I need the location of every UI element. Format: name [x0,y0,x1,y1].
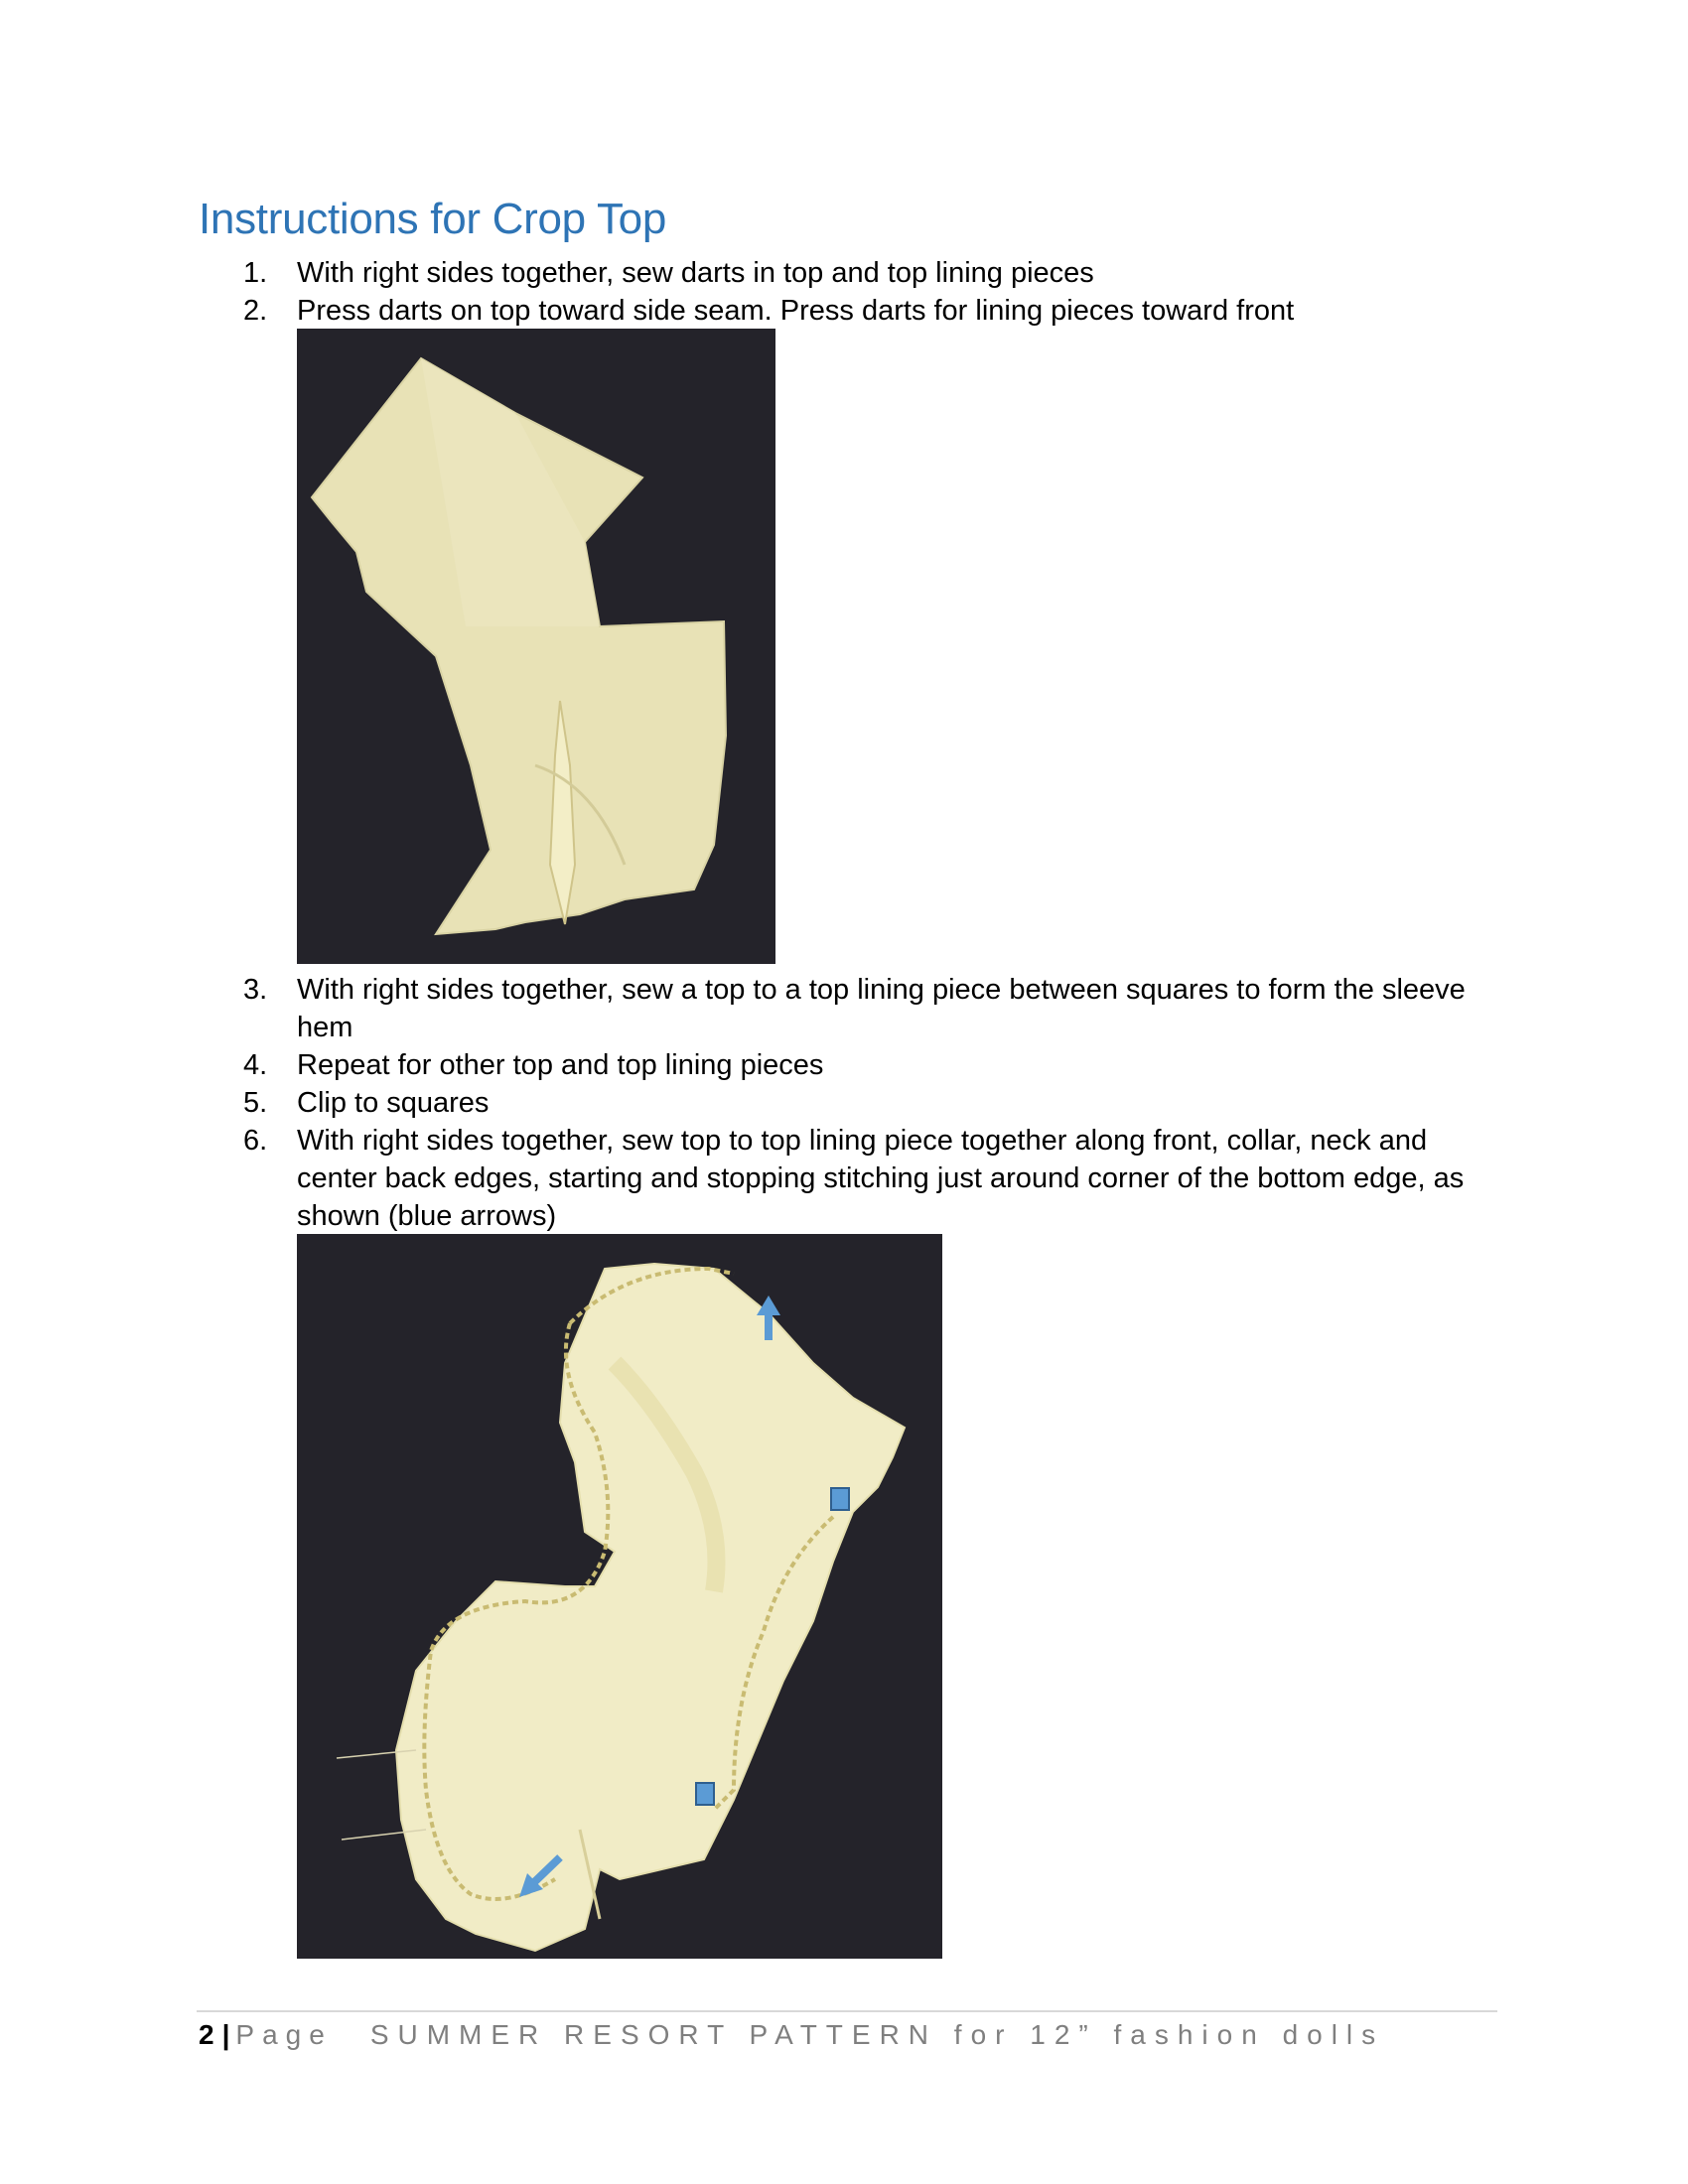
list-item-text: Repeat for other top and top lining pieces [297,1049,824,1081]
dart-photo [297,329,775,964]
section-heading: Instructions for Crop Top [199,195,667,243]
square-marker-icon [831,1488,849,1510]
list-item-text: With right sides together, sew darts in top and top lining pieces [297,257,1094,289]
list-item-number: 1. [243,257,268,289]
square-marker-icon [696,1783,714,1805]
footer-separator: | [221,2019,230,2050]
footer-divider [197,2010,1497,2012]
list-item-text: With right sides together, sew a top to a top lining piece between squares to form the sleeve hem [297,974,1466,1043]
list-item-text: Clip to squares [297,1087,490,1119]
page-footer [199,2019,1384,2051]
footer-title: SUMMER RESORT PATTERN for 12” fashion dolls [369,2019,1385,2050]
page-number: 2 [199,2019,214,2050]
list-item-text: Press darts on top toward side seam. Press darts for lining pieces toward front [297,295,1295,327]
list-item-text: With right sides together, sew top to top lining piece together along front, collar, neck and center back edges, starting and stopping stitching just around corner of the bottom edge, as shown (blue arrows) [297,1125,1465,1232]
list-item-number: 2. [243,295,268,327]
page-label: Page [235,2019,333,2050]
list-item-number: 3. [243,974,268,1006]
stitching-photo [297,1234,942,1959]
list-item-number: 6. [243,1125,268,1157]
list-item-number: 4. [243,1049,268,1081]
list-item-number: 5. [243,1087,268,1119]
